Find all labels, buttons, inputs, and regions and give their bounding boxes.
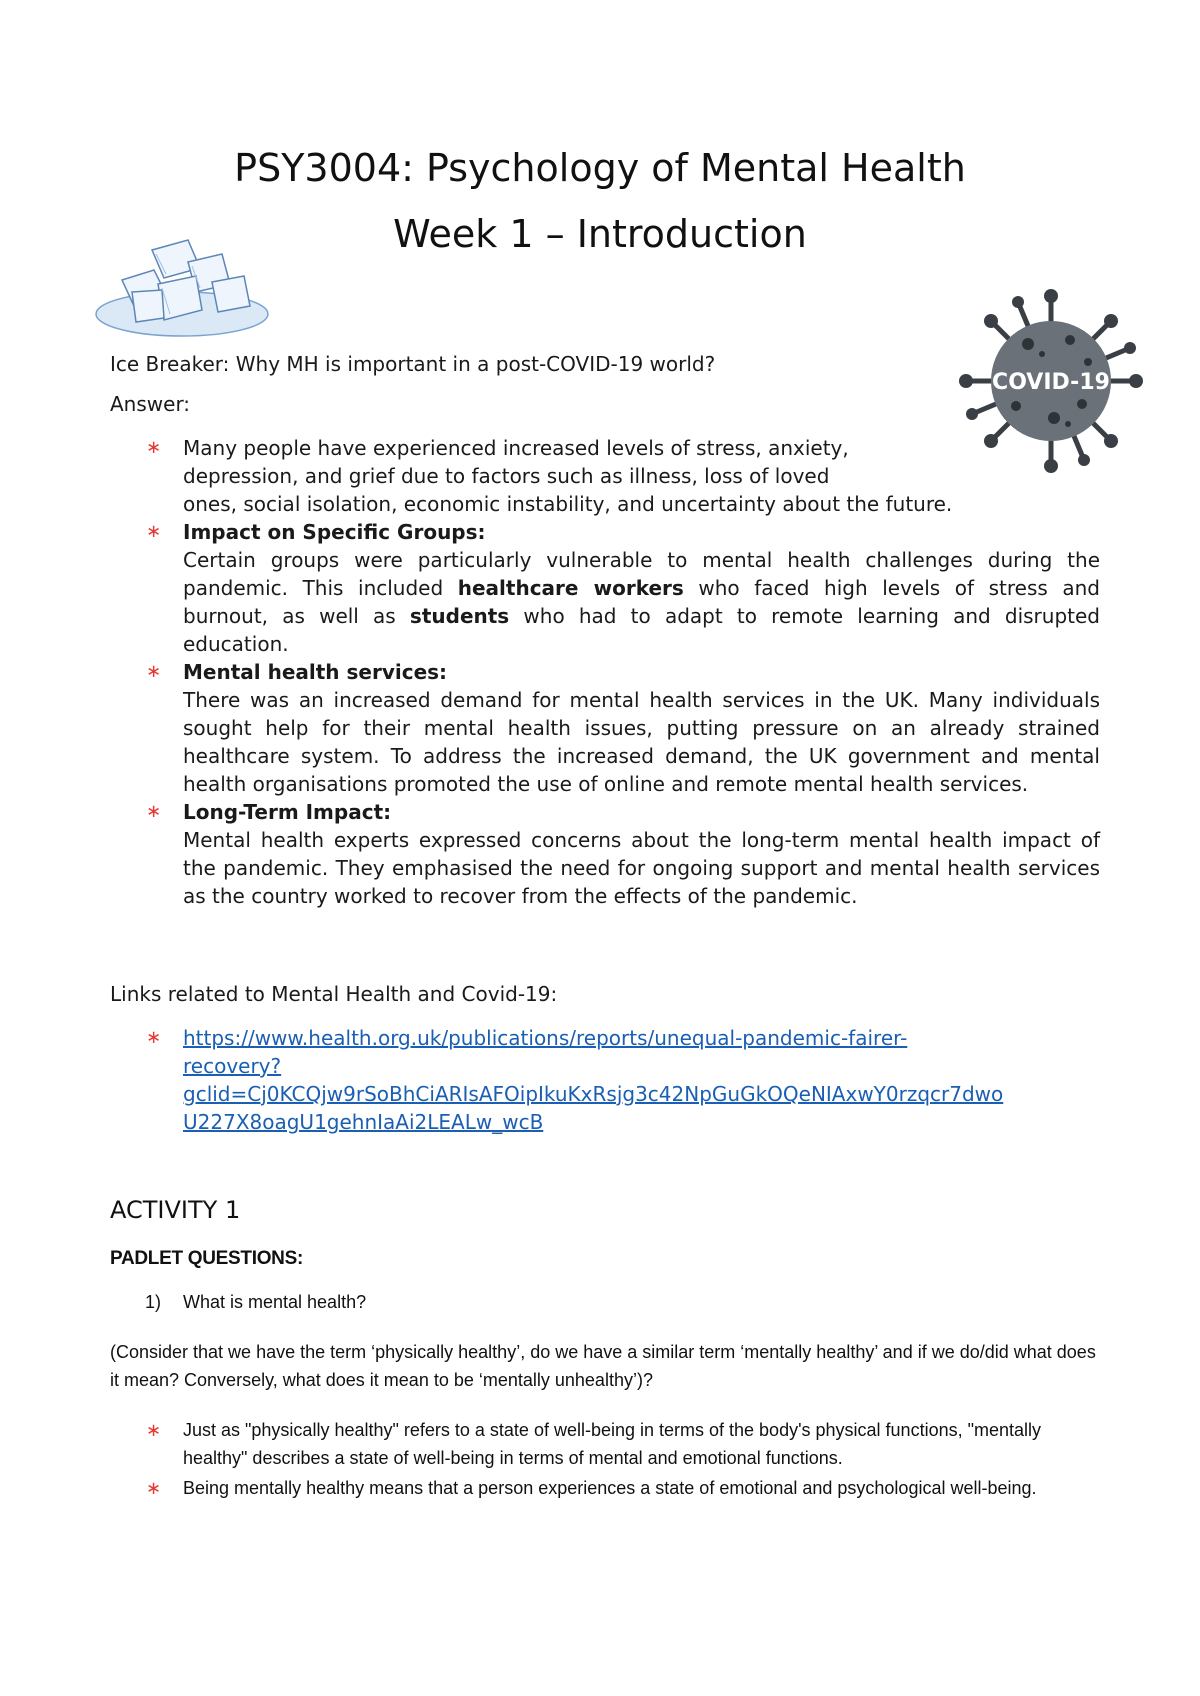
health-org-link[interactable] bbox=[183, 1024, 1100, 1136]
list-item bbox=[110, 518, 1100, 658]
question-text: What is mental health? bbox=[183, 1292, 367, 1312]
icebreaker-question: Ice Breaker: Why MH is important in a post-COVID-19 world? bbox=[110, 352, 716, 376]
page-subtitle: Week 1 – Introduction bbox=[393, 212, 807, 256]
ice-cubes-image bbox=[92, 232, 272, 340]
links-label: Links related to Mental Health and Covid-19: bbox=[110, 982, 558, 1006]
activity-heading: ACTIVITY 1 bbox=[110, 1196, 241, 1224]
answer-list bbox=[110, 434, 1100, 910]
link-line-3: gclid=Cj0KCQjw9rSoBhCiARIsAFOipIkuKxRsjg3c42NpGuGkOQeNIAxwY0rzqcr7dwo bbox=[183, 1082, 1004, 1106]
longterm-text: Mental health experts expressed concerns about the long-term mental health impact of the pandemic. They emphasised the need for ongoing support and mental health services as the country worked to recover from the effects of the pandemic. bbox=[183, 828, 1100, 908]
list-item bbox=[110, 1416, 1100, 1472]
intro-line-1: Many people have experienced increased levels of stress, anxiety, bbox=[183, 436, 849, 460]
page-title: PSY3004: Psychology of Mental Health bbox=[234, 146, 966, 190]
longterm-heading: Long-Term Impact: bbox=[183, 800, 392, 824]
covid-badge-text: COVID-19 bbox=[992, 370, 1110, 395]
asterisk-bullet-icon: ∗ bbox=[146, 661, 162, 682]
asterisk-bullet-icon: ∗ bbox=[146, 437, 162, 458]
services-text: There was an increased demand for mental health services in the UK. Many individuals sought help for their mental health issues, putting pressure on an already strained healthcare system. To address the increased demand, the UK government and mental health organisations promoted the use of online and remote mental health services. bbox=[183, 688, 1100, 796]
question-1 bbox=[145, 1292, 366, 1313]
asterisk-bullet-icon: ∗ bbox=[146, 1478, 162, 1498]
answer-label: Answer: bbox=[110, 392, 191, 416]
consider-text: (Consider that we have the term ‘physically healthy’, do we have a similar term ‘mentally healthy’ and if we do/did what does it mean? Conversely, what does it mean to be ‘mentally unhealthy’)? bbox=[110, 1342, 1096, 1390]
asterisk-bullet-icon: ∗ bbox=[146, 801, 162, 822]
healthcare-workers-bold: healthcare workers bbox=[457, 576, 684, 600]
activity-answer-1: Just as "physically healthy" refers to a state of well-being in terms of the body's physical functions, "mentally healthy" describes a state of well-being in terms of mental and emotional functions. bbox=[183, 1420, 1042, 1468]
intro-line-3: ones, social isolation, economic instability, and uncertainty about the future. bbox=[183, 492, 953, 516]
list-item bbox=[110, 1474, 1100, 1502]
list-item bbox=[110, 434, 1100, 518]
intro-line-2: depression, and grief due to factors such as illness, loss of loved bbox=[183, 464, 830, 488]
link-line-1: https://www.health.org.uk/publications/reports/unequal-pandemic-fairer- bbox=[183, 1026, 908, 1050]
groups-heading: Impact on Specific Groups: bbox=[183, 520, 486, 544]
asterisk-bullet-icon: ∗ bbox=[146, 521, 162, 542]
links-list bbox=[110, 1024, 1100, 1136]
services-heading: Mental health services: bbox=[183, 660, 448, 684]
question-number: 1) bbox=[145, 1292, 162, 1312]
link-line-2: recovery? bbox=[183, 1054, 282, 1078]
activity-answer-list bbox=[110, 1416, 1100, 1504]
students-bold: students bbox=[409, 604, 510, 628]
groups-text: Certain groups were particularly vulnerable to mental health challenges during the pandemic. This included healthcare workers who faced high levels of stress and burnout, as well as students who had to adapt to remote learning and disrupted education. bbox=[183, 548, 1100, 656]
list-item bbox=[110, 1024, 1100, 1136]
asterisk-bullet-icon: ∗ bbox=[146, 1027, 162, 1048]
padlet-heading: PADLET QUESTIONS: bbox=[110, 1248, 303, 1269]
list-item bbox=[110, 658, 1100, 798]
list-item bbox=[110, 798, 1100, 910]
link-line-4: U227X8oagU1gehnIaAi2LEALw_wcB bbox=[183, 1110, 544, 1134]
activity-answer-2: Being mentally healthy means that a person experiences a state of emotional and psychological well-being. bbox=[183, 1478, 1037, 1498]
asterisk-bullet-icon: ∗ bbox=[146, 1420, 162, 1440]
